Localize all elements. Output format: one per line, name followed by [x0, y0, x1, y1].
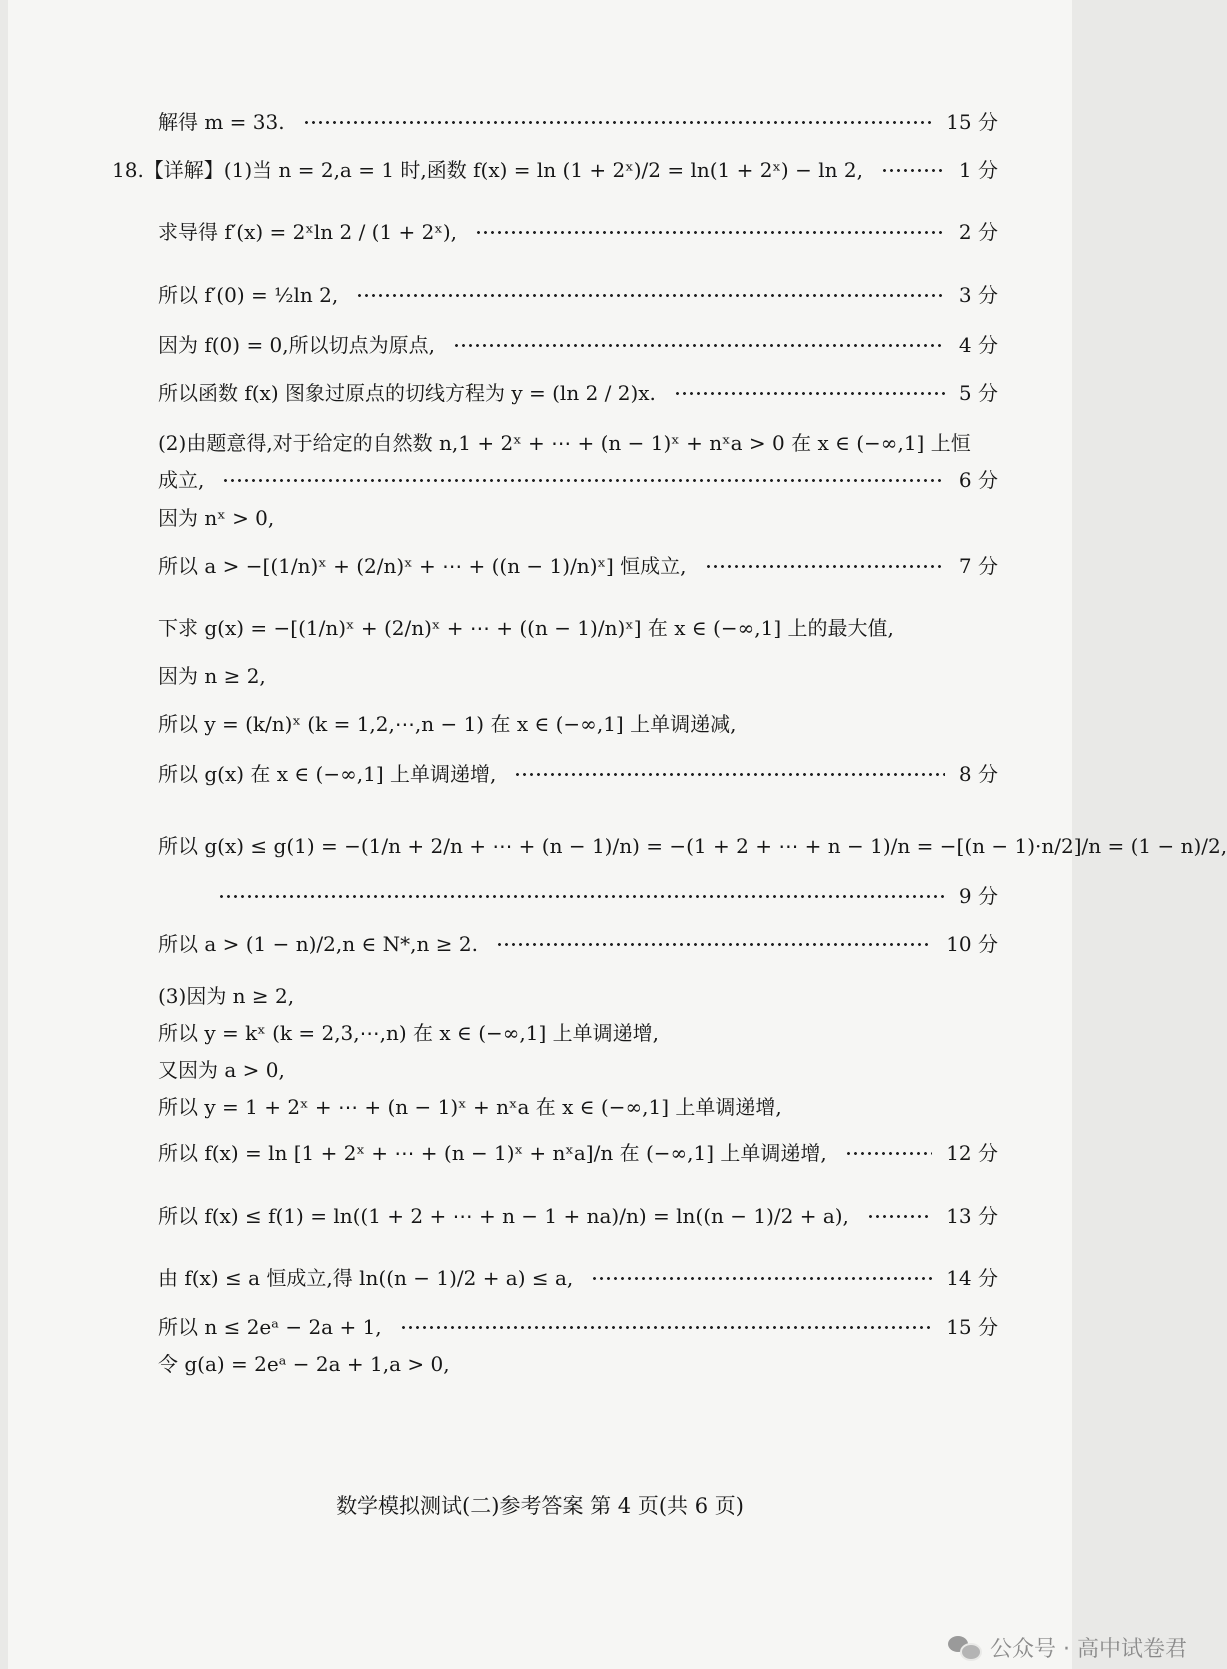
- leader-dots: [218, 895, 945, 898]
- answer-line: [158, 924, 998, 964]
- answer-line: [158, 754, 998, 794]
- answer-text: (2)由题意得,对于给定的自然数 n,1 + 2ˣ + ⋯ + (n − 1)ˣ + nˣa > 0 在 x ∈ (−∞,1] 上恒: [158, 431, 971, 455]
- wechat-icon: [948, 1634, 980, 1660]
- answer-line: [158, 325, 998, 365]
- answer-text: 又因为 a > 0,: [158, 1058, 285, 1082]
- leader-dots: [867, 1215, 932, 1218]
- answer-line: [158, 212, 998, 252]
- answer-text: 求导得 f′(x) = 2ˣln 2 / (1 + 2ˣ),: [158, 220, 458, 244]
- leader-dots: [303, 121, 933, 124]
- answer-line: [158, 1050, 998, 1090]
- leader-dots: [496, 943, 932, 946]
- score-label: 3 分: [958, 283, 998, 307]
- answer-line: [158, 1013, 998, 1053]
- answer-line: [158, 460, 998, 500]
- score-label: 15 分: [946, 1315, 998, 1339]
- answer-line: [112, 150, 998, 190]
- leader-dots: [475, 231, 945, 234]
- answer-text: 下求 g(x) = −[(1/n)ˣ + (2/n)ˣ + ⋯ + ((n − 1)/n)ˣ] 在 x ∈ (−∞,1] 上的最大值,: [158, 616, 894, 640]
- answer-text: 所以 f(x) ≤ f(1) = ln((1 + 2 + ⋯ + n − 1 + na)/n) = ln((n − 1)/2 + a),: [158, 1204, 849, 1228]
- answer-text: 因为 f(0) = 0,所以切点为原点,: [158, 333, 436, 357]
- score-label: 10 分: [946, 932, 998, 956]
- leader-dots: [222, 479, 945, 482]
- answer-text: 所以 n ≤ 2eᵃ − 2a + 1,: [158, 1315, 382, 1339]
- leader-dots: [514, 773, 945, 776]
- answer-line: [158, 1196, 998, 1236]
- answer-text: 所以函数 f(x) 图象过原点的切线方程为 y = (ln 2 / 2)x.: [158, 381, 656, 405]
- leader-dots: [674, 392, 945, 395]
- answer-text: 所以 f′(0) = ½ln 2,: [158, 283, 339, 307]
- answer-text: 所以 y = 1 + 2ˣ + ⋯ + (n − 1)ˣ + nˣa 在 x ∈ (−∞,1] 上单调递增,: [158, 1095, 782, 1119]
- score-label: 4 分: [958, 333, 998, 357]
- answer-line: [158, 546, 998, 586]
- answer-text: (3)因为 n ≥ 2,: [158, 984, 295, 1008]
- watermark-text: 公众号 · 高中试卷君: [990, 1636, 1187, 1662]
- score-label: 2 分: [958, 220, 998, 244]
- score-label: 6 分: [958, 468, 998, 492]
- answer-text: 所以 y = kˣ (k = 2,3,⋯,n) 在 x ∈ (−∞,1] 上单调递增,: [158, 1021, 660, 1045]
- answer-text: 所以 g(x) 在 x ∈ (−∞,1] 上单调递增,: [158, 762, 497, 786]
- score-label: 1 分: [958, 158, 998, 182]
- answer-text: 18.【详解】(1)当 n = 2,a = 1 时,函数 f(x) = ln (1 + 2ˣ)/2 = ln(1 + 2ˣ) − ln 2,: [112, 158, 863, 182]
- answer-line: [158, 275, 998, 315]
- score-label: 13 分: [946, 1204, 998, 1228]
- score-label: 12 分: [946, 1141, 998, 1165]
- answer-line: [158, 373, 998, 413]
- answer-line: [158, 1258, 998, 1298]
- leader-dots: [356, 294, 945, 297]
- answer-line: [158, 976, 998, 1016]
- answer-text: 因为 n ≥ 2,: [158, 664, 266, 688]
- answer-line: [158, 1133, 998, 1173]
- answer-line: [158, 102, 998, 142]
- answer-line: [158, 1307, 998, 1347]
- answer-line: [158, 656, 998, 696]
- leader-dots: [705, 565, 945, 568]
- answer-line: [158, 498, 998, 538]
- answer-line: [158, 608, 998, 648]
- answer-line: [158, 1087, 998, 1127]
- answer-text: 所以 f(x) = ln [1 + 2ˣ + ⋯ + (n − 1)ˣ + nˣa]/n 在 (−∞,1] 上单调递增,: [158, 1141, 827, 1165]
- watermark: [948, 1632, 1187, 1662]
- page-footer: 数学模拟测试(二)参考答案 第 4 页(共 6 页): [336, 1494, 744, 1518]
- answer-text: 令 g(a) = 2eᵃ − 2a + 1,a > 0,: [158, 1352, 450, 1376]
- answer-text: 所以 a > (1 − n)/2,n ∈ N*,n ≥ 2.: [158, 932, 478, 956]
- leader-dots: [591, 1277, 932, 1280]
- answer-text: 成立,: [158, 468, 205, 492]
- answer-line: [158, 826, 1227, 866]
- answer-line: [158, 1344, 998, 1384]
- answer-text: 解得 m = 33.: [158, 110, 285, 134]
- score-label: 5 分: [958, 381, 998, 405]
- answer-text: 所以 a > −[(1/n)ˣ + (2/n)ˣ + ⋯ + ((n − 1)/n)ˣ] 恒成立,: [158, 554, 687, 578]
- answer-line: [158, 704, 998, 744]
- answer-text: 所以 y = (k/n)ˣ (k = 1,2,⋯,n − 1) 在 x ∈ (−∞,1] 上单调递减,: [158, 712, 737, 736]
- leader-dots: [845, 1152, 932, 1155]
- leader-dots: [881, 169, 945, 172]
- answer-text: 由 f(x) ≤ a 恒成立,得 ln((n − 1)/2 + a) ≤ a,: [158, 1266, 574, 1290]
- score-label: 7 分: [958, 554, 998, 578]
- score-label: 9 分: [958, 884, 998, 908]
- leader-dots: [400, 1326, 933, 1329]
- score-label: 15 分: [946, 110, 998, 134]
- leader-dots: [453, 344, 945, 347]
- answer-text: 因为 nˣ > 0,: [158, 506, 275, 530]
- score-label: 8 分: [958, 762, 998, 786]
- answer-text: 所以 g(x) ≤ g(1) = −(1/n + 2/n + ⋯ + (n − 1)/n) = −(1 + 2 + ⋯ + n − 1)/n = −[(n − 1)·n/2]/n = (1 − n)/2,: [158, 834, 1227, 858]
- answer-line: [200, 876, 998, 916]
- score-label: 14 分: [946, 1266, 998, 1290]
- answer-line: [158, 423, 998, 463]
